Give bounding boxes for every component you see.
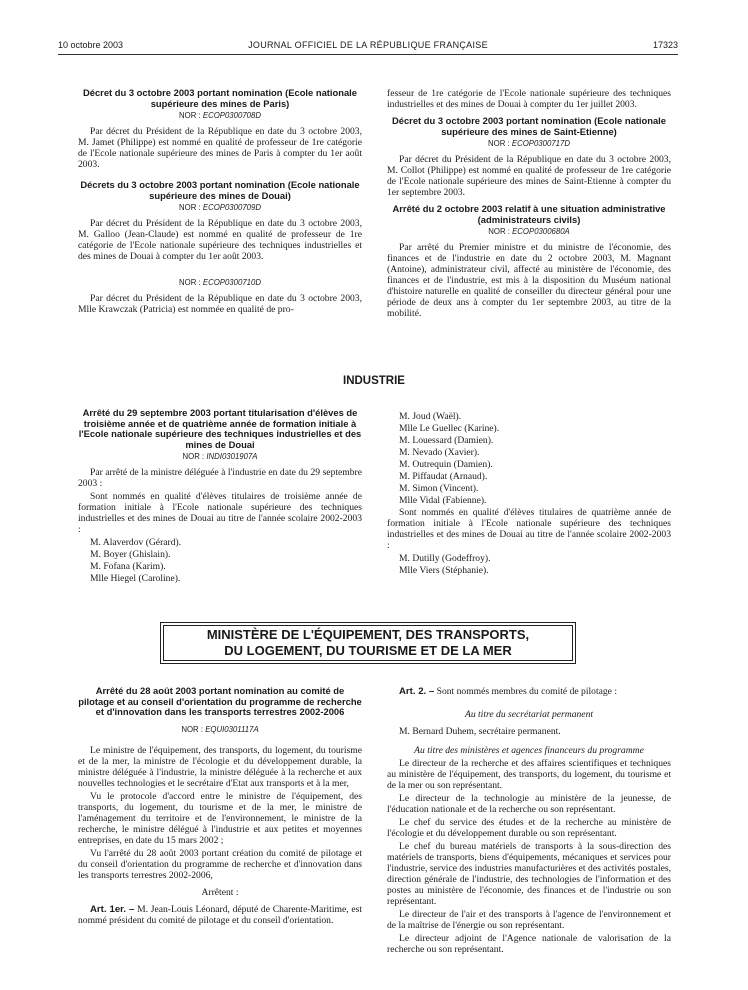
list-item: Mlle Vidal (Fabienne). (399, 495, 487, 506)
list-item: M. Boyer (Ghislain). (90, 549, 171, 560)
member-r2: Le directeur de la technologie au ministère de la jeunesse, de l'éducation nationale et de la recherche ou son représentant. (387, 793, 671, 815)
list-item: M. Piffaudat (Arnaud). (399, 471, 488, 482)
member-r6: Le directeur adjoint de l'Agence nationale de valorisation de la recherche ou son représentant. (387, 933, 671, 955)
list-item: M. Outrequin (Damien). (399, 459, 493, 470)
ministry-title-line2: DU LOGEMENT, DU TOURISME ET DE LA MER (224, 643, 512, 658)
industrie-right-column (387, 411, 671, 577)
art2-label: Art. 2. – (399, 686, 435, 697)
arrete-industrie-p1: Par arrêté de la ministre déléguée à l'industrie en date du 29 septembre 2003 : (78, 467, 362, 489)
ministry-banner (160, 622, 576, 664)
list-item: M. Dutilly (Godeffroy). (399, 553, 491, 564)
member-r4: Le chef du bureau matériels de transports à la sous-direction des matériels de transports, biens d'équipements, mécaniques et services pour l'industrie, service des industries manufacturières et des activités postales, direction générale de l'industrie, des technologies de l'information et des postes au ministère de l'économie, des finances et de l'industrie ou son représentant. (387, 841, 671, 907)
decree-paris-title: Décret du 3 octobre 2003 portant nomination (Ecole nationale supérieure des mines de Paris) (82, 87, 357, 109)
arrete-equipement-p1: Le ministre de l'équipement, des transports, du logement, du tourisme et de la mer, la ministre de l'écologie et du développement durable, la ministre déléguée à l'industrie, la ministre déléguée à la recherche et aux nouvelles technologies et le secrétaire d'Etat aux transports et à la mer, (78, 744, 362, 789)
decree-saint-etienne-title: Décret du 3 octobre 2003 portant nomination (Ecole nationale supérieure des mines de Saint-Etienne) (391, 115, 666, 137)
arrete-admin-nor: NOR : ECOP0300680A (488, 227, 570, 236)
decree-saint-etienne-text: Par décret du Président de la République en date du 3 octobre 2003, M. Collot (Philippe) est nommé en qualité de professeur de 1re catégorie de l'Ecole nationale supérieure des mines de Saint-Etienne à compter du 1er septembre 2003. (387, 154, 671, 198)
decree-douai-nor: NOR : ECOP0300709D (179, 203, 261, 212)
arrete-equipement-arretent: Arrêtent : (201, 886, 239, 898)
arrete-admin-title: Arrêté du 2 octobre 2003 relatif à une situation administrative (administrateurs civils) (392, 203, 666, 225)
arrete-industrie-p3: Sont nommés en qualité d'élèves titulaires de quatrième année de formation initiale à l'Ecole nationale supérieure des techniques industrielles et des mines de Douai au titre de l'année scolaire 2002-2003 : (387, 507, 671, 551)
art1-label: Art. 1er. – (90, 903, 135, 915)
decree-douai2-continuation: fesseur de 1re catégorie de l'Ecole nationale supérieure des techniques industrielles et des mines de Douai à compter du 1er juillet 2003. (387, 88, 671, 110)
left-column-top (78, 88, 362, 317)
decree-douai-text: Par décret du Président de la République en date du 3 octobre 2003, M. Galloo (Jean-Claude) est nommé en qualité de professeur de 1re catégorie de l'Ecole nationale supérieure des techniques industrielles et des mines de Douai à compter du 1er août 2003. (78, 218, 362, 262)
art1-text: M. Jean-Louis Léonard, député de Charente-Maritime, est nommé président du comité de pilotage et du conseil d'orientation. (78, 903, 362, 926)
arrete-admin-text: Par arrêté du Premier ministre et du ministre de l'économie, des finances et de l'industrie en date du 2 octobre 2003, M. Magnant (Antoine), administrateur civil, affecté au ministère de l'économie, des finances et de l'industrie, est mis à la disposition du Muséum national d'histoire naturelle en qualité de conseiller du directeur général pour une période de deux ans à compter du 1er septembre 2003, au titre de la mobilité. (387, 242, 671, 319)
header-journal-title: JOURNAL OFFICIEL DE LA RÉPUBLIQUE FRANÇAISE (248, 40, 488, 50)
equipement-right-column (387, 686, 671, 957)
list-item: M. Simon (Vincent). (399, 483, 479, 494)
member-r3: Le chef du service des études et de la recherche au ministère de l'écologie et du développement durable ou son représentant. (387, 817, 671, 839)
member-r5: Le directeur de l'air et des transports à l'agence de l'environnement et de la maîtrise de l'énergie ou son représentant. (387, 909, 671, 931)
list-item: M. Nevado (Xavier). (399, 447, 480, 458)
decree-douai2-text: Par décret du Président de la République en date du 3 octobre 2003, Mlle Krawczak (Patricia) est nommée en qualité de pro- (78, 293, 362, 315)
section-title-industrie: INDUSTRIE (343, 375, 405, 387)
arrete-equipement-art2 (387, 686, 671, 697)
decree-saint-etienne-nor: NOR : ECOP0300717D (488, 139, 570, 148)
header-page-number: 17323 (652, 40, 678, 50)
art2-text: Sont nommés membres du comité de pilotage : (436, 686, 617, 697)
arrete-equipement-p2: Vu le protocole d'accord entre le ministre de l'équipement, des transports, du logement, du tourisme et de la mer, le ministre de l'aménagement du territoire et de l'environnement, le ministre de la recherche, le ministre délégué à l'industrie et aux petites et moyennes entreprises, en date du 15 mars 2002 ; (78, 790, 362, 846)
arrete-industrie-title: Arrêté du 29 septembre 2003 portant titularisation d'élèves de troisième année et de quatrième année de formation initiale à l'Ecole nationale supérieure des techniques industrielles et des mines de Douai (78, 407, 362, 450)
list-item: M. Fofana (Karim). (90, 561, 166, 572)
list-item: Mlle Le Guellec (Karine). (399, 423, 500, 434)
member-secretaire: M. Bernard Duhem, secrétaire permanent. (399, 726, 561, 737)
decree-douai-title: Décrets du 3 octobre 2003 portant nomination (Ecole nationale supérieure des mines de Douai) (80, 179, 360, 201)
subheading-ministeres: Au titre des ministères et agences financeurs du programme (414, 745, 644, 756)
decree-paris-nor: NOR : ECOP0300708D (179, 111, 261, 120)
member-r1: Le directeur de la recherche et des affaires scientifiques et techniques au ministère de l'équipement, des transports, du logement, du tourisme et de la mer ou son représentant. (387, 758, 671, 791)
list-item: M. Joud (Waël). (399, 411, 462, 422)
industrie-left-column (78, 408, 362, 585)
right-column-top (387, 88, 671, 321)
list-item: Mlle Viers (Stéphanie). (399, 565, 489, 576)
list-item: Mlle Hiegel (Caroline). (90, 573, 181, 584)
arrete-equipement-title: Arrêté du 28 août 2003 portant nomination au comité de pilotage et au conseil d'orientation du programme de recherche et d'innovation dans les transports terrestres 2002-2006 (78, 685, 362, 717)
decree-paris-text: Par décret du Président de la République en date du 3 octobre 2003, M. Jamet (Philippe) est nommé en qualité de professeur de 1re catégorie de l'Ecole nationale supérieure des mines de Paris à compter du 1er août 2003. (78, 126, 362, 170)
arrete-equipement-p3: Vu l'arrêté du 28 août 2003 portant création du comité de pilotage et du conseil d'orientation du programme de recherche et d'innovation dans les transports terrestres 2002-2006, (78, 847, 362, 881)
list-item: M. Louessard (Damien). (399, 435, 494, 446)
header-date: 10 octobre 2003 (58, 40, 124, 50)
list-item: M. Alaverdov (Gérard). (90, 537, 182, 548)
arrete-industrie-p2: Sont nommés en qualité d'élèves titulaires de troisième année de formation initiale à l'Ecole nationale supérieure des techniques industrielles et des mines de Douai au titre de l'année scolaire 2002-2003 : (78, 491, 362, 535)
header-rule (58, 54, 678, 55)
equipement-left-column (78, 686, 362, 928)
decree-douai2-nor: NOR : ECOP0300710D (179, 278, 261, 287)
running-header (58, 40, 678, 54)
arrete-industrie-nor: NOR : INDI0301907A (182, 452, 258, 461)
arrete-equipement-art1 (78, 904, 362, 926)
arrete-equipement-nor: NOR : EQUI0301117A (181, 724, 259, 734)
ministry-title-line1: MINISTÈRE DE L'ÉQUIPEMENT, DES TRANSPORTS, (206, 627, 530, 642)
subheading-secretariat: Au titre du secrétariat permanent (464, 709, 594, 720)
